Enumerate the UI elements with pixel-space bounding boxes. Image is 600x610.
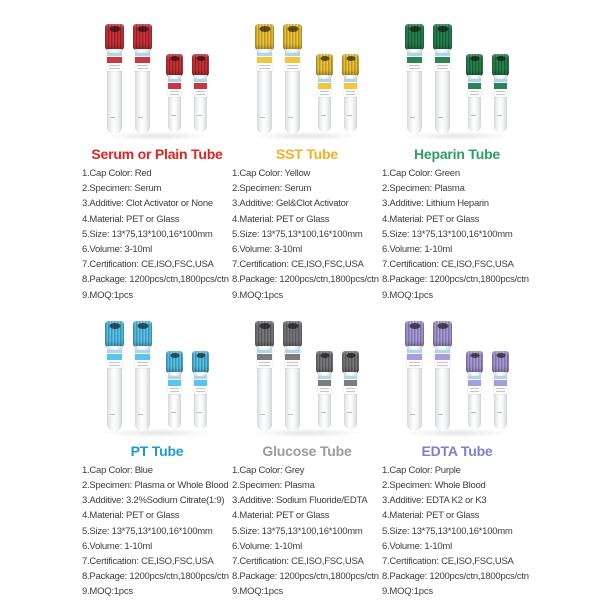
label-text-line [287,68,298,69]
label-text-line [320,91,329,92]
tube-photo-serum [82,0,232,146]
test-tube-3 [316,54,333,132]
tube-cap-icon [316,54,333,76]
label-color-band [257,354,272,360]
spec-line: 3.Additive: Gel&Clot Activator [232,198,349,210]
tube-body [435,49,450,134]
product-card-glucose [232,313,382,610]
tube-label [194,376,207,394]
tube-label [318,376,331,394]
spec-line: 8.Package: 1200pcs/ctn,1800pcs/ctn [232,274,379,286]
label-text-line [137,362,148,363]
label-color-band [135,57,150,63]
test-tube-2 [133,321,152,431]
label-color-band [194,380,207,386]
label-text-line [470,91,479,92]
label-text-line [170,391,179,392]
label-color-band [494,380,507,386]
test-tube-1 [105,24,124,134]
spec-list-glucose [232,463,382,610]
spec-line: 6.Volume: 1-10ml [382,244,452,256]
label-strip [407,53,422,56]
spec-line: 5.Size: 13*75,13*100,16*100mm [382,525,513,537]
spec-line: 3.Additive: Clot Activator or None [82,198,213,210]
tube-label [168,376,181,394]
spec-line: 6.Volume: 3-10ml [82,244,152,256]
tube-cap-icon [255,321,274,347]
spec-line: 2.Specimen: Plasma or Whole Blood [82,480,229,492]
label-color-band [344,83,357,89]
label-strip [194,79,207,82]
tube-label [194,79,207,97]
tube-body [468,75,481,132]
tube-cap-icon [342,54,359,76]
test-tube-1 [405,321,424,431]
tube-body [468,372,481,429]
spec-line: 2.Specimen: Serum [82,183,162,195]
label-color-band [407,354,422,360]
label-color-band [435,57,450,63]
label-color-band [257,57,272,63]
spec-line: 6.Volume: 1-10ml [232,540,302,552]
spec-line: 5.Size: 13*75,13*100,16*100mm [232,525,363,537]
label-strip [344,79,357,82]
test-tube-1 [255,24,274,134]
spec-line: 3.Additive: 3.2%Sodium Citrate(1:9) [82,495,225,507]
tube-cap-icon [133,24,152,50]
label-text-line [137,365,148,366]
label-color-band [135,354,150,360]
label-strip [194,376,207,379]
spec-line: 9.MOQ:1pcs [82,586,133,598]
label-text-line [496,94,505,95]
tube-body [494,372,507,429]
tube-cap-icon [105,321,124,347]
label-color-band [468,83,481,89]
spec-list-serum [82,166,232,313]
tube-cap-icon [166,54,183,76]
label-text-line [259,362,270,363]
tube-cap-icon [283,24,302,50]
label-strip [257,350,272,353]
test-tube-2 [133,24,152,134]
tube-body [285,346,300,431]
label-text-line [109,68,120,69]
spec-line: 1.Cap Color: Grey [232,464,305,476]
tube-cap-icon [316,351,333,373]
tube-label [318,79,331,97]
spec-line: 3.Additive: Sodium Fluoride/EDTA [232,495,368,507]
spec-line: 7.Certification: CE,ISO,FSC,USA [382,259,514,271]
label-text-line [259,65,270,66]
tube-photo-glucose [232,313,382,443]
tube-body [257,346,272,431]
tube-label [435,350,450,368]
test-tube-1 [105,321,124,431]
test-tube-4 [192,54,209,132]
label-text-line [196,94,205,95]
test-tube-3 [466,351,483,429]
product-title-serum: Serum or Plain Tube [91,146,223,162]
tube-body [285,49,300,134]
product-title-glucose: Glucose Tube [262,442,352,459]
label-text-line [259,68,270,69]
test-tube-1 [405,24,424,134]
product-card-pt [82,313,232,610]
tube-label [257,350,272,368]
tube-cap-icon [342,351,359,373]
label-text-line [170,91,179,92]
test-tube-2 [283,321,302,431]
spec-list-sst [232,166,382,313]
label-strip [468,376,481,379]
label-strip [135,350,150,353]
spec-line: 1.Cap Color: Red [82,168,152,179]
tube-label [468,376,481,394]
tube-body [257,49,272,134]
label-text-line [437,65,448,66]
test-tube-4 [492,351,509,429]
label-text-line [170,94,179,95]
tube-cap-icon [405,24,424,50]
spec-line: 2.Specimen: Serum [232,183,312,195]
tube-photo-pt [82,313,232,443]
tube-body [407,346,422,431]
spec-line: 1.Cap Color: Green [382,168,460,179]
label-text-line [409,68,420,69]
label-strip [168,79,181,82]
spec-line: 2.Specimen: Whole Blood [382,480,486,492]
test-tube-3 [166,54,183,132]
spec-line: 3.Additive: Lithium Heparin [382,198,489,210]
test-tube-3 [166,351,183,429]
spec-line: 1.Cap Color: Blue [82,464,153,476]
spec-line: 8.Package: 1200pcs/ctn,1800pcs/ctn [82,274,229,286]
spec-line: 7.Certification: CE,ISO,FSC,USA [232,259,364,271]
tube-body [494,75,507,132]
label-color-band [407,57,422,63]
product-card-serum [82,0,232,313]
test-tube-2 [433,24,452,134]
label-color-band [344,380,357,386]
spec-line: 4.Material: PET or Glass [82,510,180,522]
tube-photo-sst [232,0,382,146]
label-strip [257,53,272,56]
product-card-sst [232,0,382,313]
spec-line: 9.MOQ:1pcs [82,289,133,301]
tube-cap-icon [105,24,124,50]
tube-cap-icon [255,24,274,50]
spec-line: 7.Certification: CE,ISO,FSC,USA [82,556,214,568]
spec-line: 4.Material: PET or Glass [232,213,330,225]
label-text-line [259,365,270,366]
spec-line: 6.Volume: 3-10ml [232,244,302,256]
product-title-edta: EDTA Tube [421,442,493,459]
spec-line: 4.Material: PET or Glass [232,510,330,522]
tube-cap-icon [192,351,209,373]
spec-line: 6.Volume: 1-10ml [82,540,152,552]
label-strip [344,376,357,379]
label-text-line [496,388,505,389]
spec-line: 8.Package: 1200pcs/ctn,1800pcs/ctn [382,274,529,286]
label-text-line [320,388,329,389]
tube-label [168,79,181,97]
spec-line: 7.Certification: CE,ISO,FSC,USA [82,259,214,271]
label-color-band [318,380,331,386]
label-strip [135,53,150,56]
tube-label [468,79,481,97]
tube-cap-icon [433,321,452,347]
label-color-band [285,354,300,360]
tube-label [407,53,422,71]
tube-body [194,372,207,429]
label-strip [107,53,122,56]
label-text-line [437,365,448,366]
product-title-heparin: Heparin Tube [413,146,501,162]
tube-photo-heparin [382,0,532,146]
label-strip [318,376,331,379]
tube-cap-icon [433,24,452,50]
label-text-line [109,362,120,363]
spec-line: 1.Cap Color: Yellow [232,168,311,179]
tube-label [285,53,300,71]
product-title-sst: SST Tube [276,146,338,162]
spec-line: 9.MOQ:1pcs [382,289,433,301]
spec-line: 7.Certification: CE,ISO,FSC,USA [232,556,364,568]
tube-label [494,79,507,97]
label-strip [435,53,450,56]
spec-line: 9.MOQ:1pcs [382,586,433,598]
tube-body [407,49,422,134]
label-color-band [494,83,507,89]
label-text-line [109,65,120,66]
tube-cap-icon [166,351,183,373]
label-strip [318,79,331,82]
tube-body [318,75,331,132]
spec-line: 5.Size: 13*75,13*100,16*100mm [232,228,363,240]
spec-line: 6.Volume: 1-10ml [382,540,452,552]
tube-body [194,75,207,132]
label-strip [435,350,450,353]
tube-label [257,53,272,71]
test-tube-4 [342,351,359,429]
spec-line: 5.Size: 13*75,13*100,16*100mm [82,228,213,240]
test-tube-4 [192,351,209,429]
spec-line: 9.MOQ:1pcs [232,586,283,598]
product-card-heparin [382,0,532,313]
tube-label [344,376,357,394]
tube-label [135,350,150,368]
tube-body [107,346,122,431]
spec-list-heparin [382,166,532,313]
label-color-band [168,83,181,89]
spec-list-edta [382,463,532,610]
label-strip [285,350,300,353]
label-strip [494,79,507,82]
tube-label [435,53,450,71]
label-text-line [470,94,479,95]
label-text-line [170,388,179,389]
tube-cap-icon [466,351,483,373]
tube-cap-icon [192,54,209,76]
test-tube-1 [255,321,274,431]
label-text-line [137,68,148,69]
tube-label [494,376,507,394]
label-strip [168,376,181,379]
spec-line: 9.MOQ:1pcs [232,289,283,301]
spec-line: 5.Size: 13*75,13*100,16*100mm [82,525,213,537]
label-text-line [109,365,120,366]
label-color-band [468,380,481,386]
label-text-line [496,391,505,392]
label-text-line [437,362,448,363]
label-text-line [437,68,448,69]
spec-line: 8.Package: 1200pcs/ctn,1800pcs/ctn [382,571,529,583]
tube-label [407,350,422,368]
tube-cap-icon [405,321,424,347]
label-strip [285,53,300,56]
spec-line: 8.Package: 1200pcs/ctn,1800pcs/ctn [232,571,379,583]
label-text-line [137,65,148,66]
tube-body [344,372,357,429]
spec-line: 7.Certification: CE,ISO,FSC,USA [382,556,514,568]
label-text-line [346,391,355,392]
tube-label [285,350,300,368]
label-color-band [194,83,207,89]
product-title-pt: PT Tube [130,442,184,459]
tube-cap-icon [492,54,509,76]
test-tube-2 [283,24,302,134]
tube-body [435,346,450,431]
label-text-line [320,94,329,95]
tube-body [107,49,122,134]
spec-line: 4.Material: PET or Glass [382,510,480,522]
label-text-line [470,388,479,389]
tube-label [344,79,357,97]
tube-body [318,372,331,429]
spec-line: 2.Specimen: Plasma [232,480,315,492]
label-color-band [107,354,122,360]
label-text-line [496,91,505,92]
test-tube-2 [433,321,452,431]
label-strip [107,350,122,353]
tube-cap-icon [133,321,152,347]
label-text-line [346,94,355,95]
spec-line: 8.Package: 1200pcs/ctn,1800pcs/ctn [82,571,229,583]
tube-label [107,350,122,368]
label-text-line [196,91,205,92]
label-color-band [435,354,450,360]
spec-line: 1.Cap Color: Purple [382,464,461,476]
label-text-line [196,391,205,392]
label-text-line [409,362,420,363]
label-text-line [196,388,205,389]
product-card-edta [382,313,532,610]
test-tube-4 [342,54,359,132]
label-text-line [320,391,329,392]
spec-line: 2.Specimen: Plasma [382,183,465,195]
tube-photo-edta [382,313,532,443]
tube-label [107,53,122,71]
label-strip [494,376,507,379]
spec-line: 3.Additive: EDTA K2 or K3 [382,495,487,507]
tube-body [135,346,150,431]
test-tube-4 [492,54,509,132]
tube-body [344,75,357,132]
label-strip [468,79,481,82]
tube-cap-icon [283,321,302,347]
spec-list-pt [82,463,232,610]
label-text-line [470,391,479,392]
label-color-band [168,380,181,386]
spec-line: 4.Material: PET or Glass [382,213,480,225]
label-text-line [409,365,420,366]
tube-body [168,372,181,429]
label-text-line [346,388,355,389]
label-strip [407,350,422,353]
tube-body [168,75,181,132]
label-text-line [287,365,298,366]
test-tube-3 [466,54,483,132]
label-text-line [346,91,355,92]
label-text-line [287,362,298,363]
tube-body [135,49,150,134]
spec-line: 4.Material: PET or Glass [82,213,180,225]
tube-label [135,53,150,71]
label-color-band [318,83,331,89]
label-text-line [409,65,420,66]
spec-line: 5.Size: 13*75,13*100,16*100mm [382,228,513,240]
label-color-band [107,57,122,63]
tube-cap-icon [466,54,483,76]
label-color-band [285,57,300,63]
test-tube-3 [316,351,333,429]
label-text-line [287,65,298,66]
tube-cap-icon [492,351,509,373]
